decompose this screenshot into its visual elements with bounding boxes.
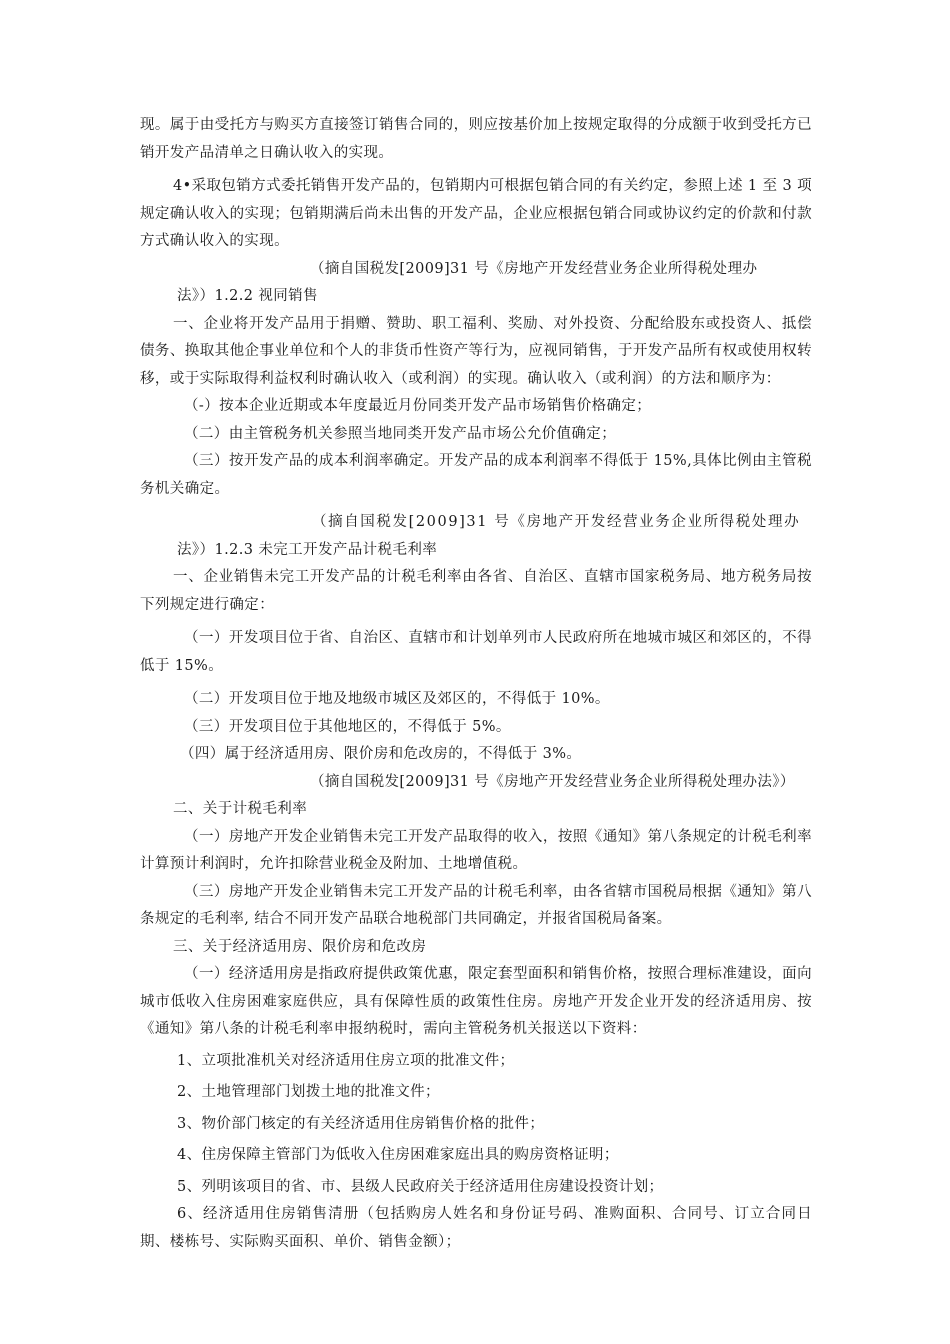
section-heading-gross-margin: 法》）1.2.3 未完工开发产品计税毛利率 <box>177 541 438 558</box>
source-citation-3: （摘自国税发[2009]31 号《房地产开发经营业务企业所得税处理办法》） <box>310 773 795 790</box>
paragraph-affordable-housing: （一）经济适用房是指政府提供政策优惠，限定套型面积和销售价格，按照合理标准建设，面向城市低收入住房困难家庭供应，具有保障性质的政策性住房。房地产开发企业开发的经济适用房、按《通知》第八条的计税毛利率申报纳税时，需向主管税务机关报送以下资料： <box>140 966 812 1037</box>
paragraph-gross-margin-rule: 一、企业销售未完工开发产品的计税毛利率由各省、自治区、直辖市国家税务局、地方税务局按下列规定进行确定： <box>140 569 812 613</box>
heading-tax-gross-margin: 二、关于计税毛利率 <box>173 801 308 817</box>
list-item: 1、立项批准机关对经济适用住房立项的批准文件； <box>177 1052 515 1069</box>
paragraph-deemed-sales: 一、企业将开发产品用于捐赠、赞助、职工福利、奖励、对外投资、分配给股东或投资人、抵偿债务、换取其他企事业单位和个人的非货币性资产等行为，应视同销售，于开发产品所有权或使用权转移，或于实际取得利益权利时确认收入（或利润）的实现。确认收入（或利润）的方法和顺序为： <box>140 315 812 387</box>
paragraph-method-3: （三）按开发产品的成本利润率确定。开发产品的成本利润率不得低于 15%,具体比例由主管税务机关确定。 <box>140 453 812 497</box>
paragraph-gross-margin-1: （一）房地产开发企业销售未完工开发产品取得的收入，按照《通知》第八条规定的计税毛利率计算预计利润时，允许扣除营业税金及附加、土地增值税。 <box>140 828 812 872</box>
section-heading-deemed-sales: 法》）1.2.2 视同销售 <box>177 288 318 304</box>
source-citation-1: （摘自国税发[2009]31 号《房地产开发经营业务企业所得税处理办 <box>310 260 758 277</box>
list-item: 5、列明该项目的省、市、县级人民政府关于经济适用住房建设投资计划； <box>177 1178 664 1195</box>
heading-affordable-housing: 三、关于经济适用房、限价房和危改房 <box>173 938 427 955</box>
document-page <box>140 112 812 1256</box>
paragraph-method-1: （-）按本企业近期或本年度最近月份同类开发产品市场销售价格确定； <box>184 398 652 414</box>
paragraph-package-sales: 4•采取包销方式委托销售开发产品的，包销期内可根据包销合同的有关约定，参照上述 1 至 3 项规定确认收入的实现；包销期满后尚未出售的开发产品，企业应根据包销合同或协议约定的价款和付款方式确认收入的实现。 <box>140 178 812 249</box>
list-item: 3、物价部门核定的有关经济适用住房销售价格的批件； <box>177 1115 545 1132</box>
list-item: 2、土地管理部门划拨土地的批准文件； <box>177 1084 440 1100</box>
source-citation-2: （摘自国税发[2009]31 号《房地产开发经营业务企业所得税处理办 <box>312 514 801 530</box>
paragraph-rate-4: （四）属于经济适用房、限价房和危改房的，不得低于 3%。 <box>180 746 582 762</box>
paragraph-rate-3: （三）开发项目位于其他地区的，不得低于 5%。 <box>184 718 511 735</box>
paragraph-revenue-recognition: 现。属于由受托方与购买方直接签订销售合同的，则应按基价加上按规定取得的分成额于收到受托方已销开发产品清单之日确认收入的实现。 <box>140 117 812 161</box>
paragraph-rate-1: （一）开发项目位于省、自治区、直辖市和计划单列市人民政府所在地城市城区和郊区的，不得低于 15%。 <box>140 630 812 674</box>
list-item: 4、住房保障主管部门为低收入住房困难家庭出具的购房资格证明； <box>177 1147 619 1163</box>
paragraph-method-2: （二）由主管税务机关参照当地同类开发产品市场公允价值确定； <box>184 425 617 442</box>
paragraph-gross-margin-3: （三）房地产开发企业销售未完工开发产品的计税毛利率，由各省辖市国税局根据《通知》第八条规定的毛利率, 结合不同开发产品联合地税部门共同确定，并报省国税局备案。 <box>140 883 812 927</box>
list-item: 6、经济适用住房销售清册（包括购房人姓名和身份证号码、准购面积、合同号、订立合同日期、楼栋号、实际购买面积、单价、销售金额）； <box>140 1206 812 1250</box>
paragraph-rate-2: （二）开发项目位于地及地级市城区及郊区的，不得低于 10%。 <box>184 691 610 707</box>
